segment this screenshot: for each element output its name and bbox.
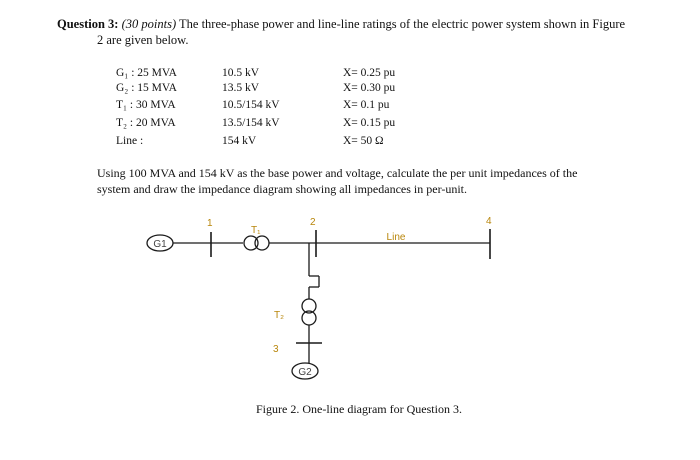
g1-label: G1	[153, 239, 167, 250]
rating-reactance: X= 0.30 pu	[343, 82, 396, 94]
rating-voltage: 154 kV	[222, 135, 257, 147]
question-text-1: The three-phase power and line-line ratings of the electric power system shown in Figure	[179, 17, 626, 31]
instruction-line-2: system and draw the impedance diagram showing all impedances in per-unit.	[97, 182, 467, 196]
rating-voltage: 10.5/154 kV	[222, 99, 280, 111]
rating-name: G₁ : 25 MVA	[116, 67, 177, 79]
rating-name: Line :	[116, 135, 144, 147]
rating-name: T₂ : 20 MVA	[116, 117, 176, 129]
t1-label: T₁	[251, 225, 261, 236]
rating-reactance: X= 0.25 pu	[343, 67, 396, 79]
rating-name: T₁ : 30 MVA	[116, 99, 176, 111]
bus-2-label: 2	[310, 217, 316, 228]
rating-voltage: 13.5/154 kV	[222, 117, 280, 129]
rating-reactance: X= 50 Ω	[343, 135, 384, 147]
figure-caption: Figure 2. One-line diagram for Question 3.	[256, 402, 462, 416]
question-line-2: 2 are given below.	[97, 33, 189, 47]
rating-voltage: 10.5 kV	[222, 67, 260, 79]
transformer-t1-winding	[255, 236, 269, 250]
line-label: Line	[386, 232, 406, 243]
rating-reactance: X= 0.15 pu	[343, 117, 396, 129]
t2-label: T₂	[274, 310, 284, 321]
rating-voltage: 13.5 kV	[222, 82, 260, 94]
bus-3-label: 3	[273, 344, 279, 355]
question-label: Question 3:	[57, 17, 119, 31]
bus-4-label: 4	[486, 216, 492, 227]
bus-1-label: 1	[207, 218, 213, 229]
instruction-line-1: Using 100 MVA and 154 kV as the base power and voltage, calculate the per unit impedances of the	[97, 166, 578, 180]
g2-label: G2	[298, 367, 312, 378]
rating-name: G₂ : 15 MVA	[116, 82, 177, 94]
rating-reactance: X= 0.1 pu	[343, 99, 390, 111]
transformer-t1-winding	[244, 236, 258, 250]
question-points: (30 points)	[121, 17, 177, 31]
